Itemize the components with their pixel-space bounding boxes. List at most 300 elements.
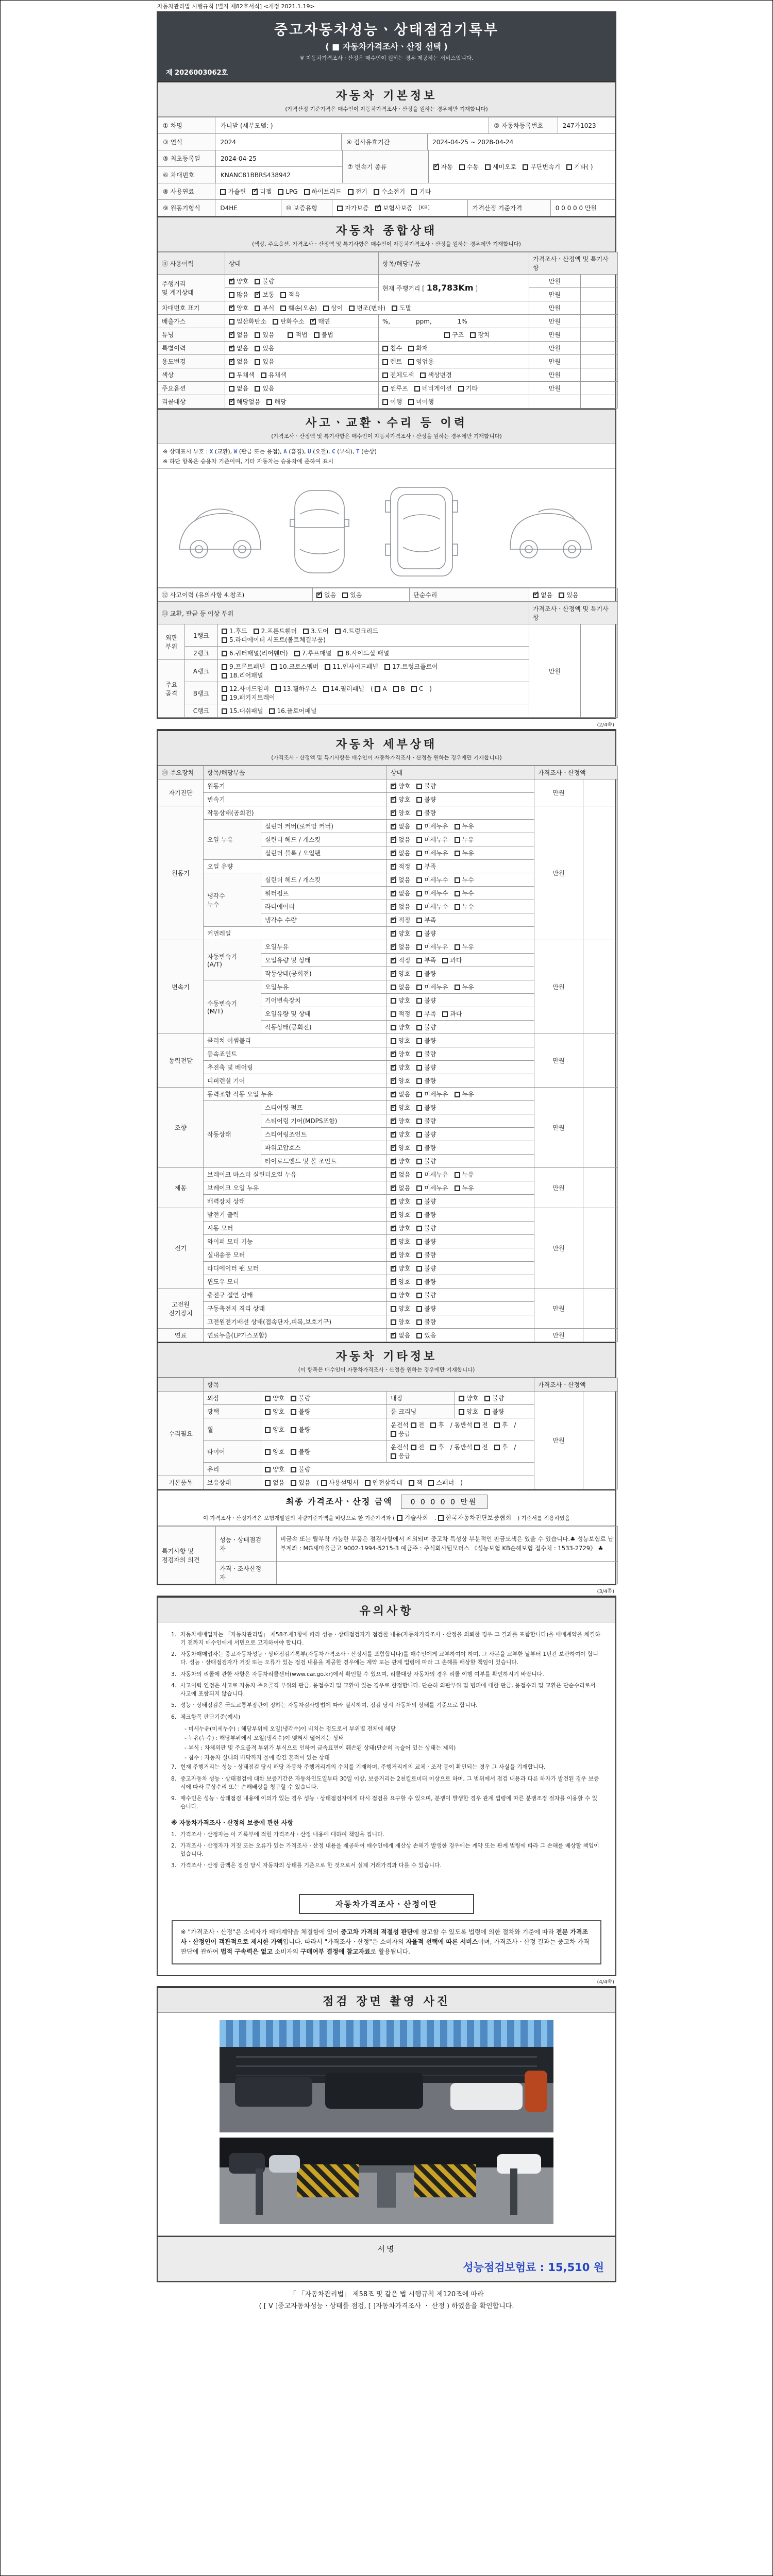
checkbox-icon[interactable] [455,837,460,843]
checkbox-option[interactable] [391,836,410,843]
checkbox-option[interactable] [391,863,410,870]
checkbox-icon[interactable] [442,1011,448,1017]
checkbox-icon[interactable] [391,1453,396,1459]
checkbox-icon[interactable] [416,904,422,910]
checkbox-option[interactable] [459,162,479,171]
checkbox-icon[interactable] [337,206,343,211]
checkbox-icon[interactable] [416,1105,422,1111]
checkbox-icon[interactable] [408,399,414,405]
checkbox-option[interactable] [255,304,274,312]
checkbox-icon[interactable] [416,1239,422,1245]
checkbox-option[interactable] [455,850,474,857]
checkbox-option[interactable] [391,1064,410,1071]
checkbox-option[interactable] [416,1332,436,1339]
checkbox-option[interactable] [391,1332,410,1339]
checkbox-option[interactable] [459,1395,478,1402]
checkbox-icon[interactable] [374,189,379,195]
checkbox-option[interactable] [416,943,448,951]
checkbox-icon[interactable] [455,1172,460,1178]
checkbox-icon[interactable] [416,1212,422,1218]
checkbox-option[interactable] [255,385,274,392]
checkbox-option[interactable] [416,957,436,964]
checkbox-option[interactable] [391,1225,410,1232]
checkbox-option[interactable] [229,291,248,298]
checkbox-option[interactable] [291,1479,310,1486]
checkbox-icon[interactable] [470,332,476,338]
checkbox-option[interactable] [391,796,410,803]
checkbox-icon[interactable] [416,1199,422,1205]
checkbox-option[interactable] [391,823,410,830]
checkbox-icon[interactable] [391,1266,396,1272]
checkbox-option[interactable] [455,876,474,884]
checkbox-icon[interactable] [455,891,460,896]
checkbox-option[interactable] [222,694,275,701]
checkbox-option[interactable] [416,1305,436,1312]
checkbox-option[interactable] [416,1225,436,1232]
checkbox-option[interactable] [229,278,248,285]
checkbox-option[interactable] [229,345,248,352]
checkbox-icon[interactable] [335,629,341,634]
checkbox-option[interactable] [416,1037,436,1044]
checkbox-option[interactable] [391,1024,410,1031]
checkbox-icon[interactable] [291,1449,296,1455]
checkbox-icon[interactable] [559,592,564,598]
checkbox-option[interactable] [275,685,316,692]
checkbox-icon[interactable] [255,306,260,311]
checkbox-option[interactable] [416,1117,436,1125]
checkbox-option[interactable] [416,1064,436,1071]
checkbox-option[interactable] [391,1077,410,1084]
checkbox-icon[interactable] [455,824,460,829]
checkbox-option[interactable] [304,187,342,196]
checkbox-icon[interactable] [408,359,414,365]
checkbox-icon[interactable] [265,1427,271,1433]
checkbox-option[interactable] [411,187,431,196]
checkbox-icon[interactable] [416,1052,422,1057]
checkbox-option[interactable] [222,707,263,715]
checkbox-option[interactable] [391,1278,410,1285]
checkbox-icon[interactable] [229,386,234,392]
checkbox-option[interactable] [323,304,343,312]
checkbox-icon[interactable] [222,708,227,714]
checkbox-option[interactable] [484,1395,504,1402]
checkbox-option[interactable] [416,970,436,977]
checkbox-option[interactable] [310,318,330,325]
checkbox-icon[interactable] [294,651,300,656]
checkbox-option[interactable] [416,1251,436,1259]
checkbox-option[interactable] [416,1010,436,1018]
checkbox-icon[interactable] [291,1396,296,1401]
checkbox-icon[interactable] [278,189,283,195]
checkbox-icon[interactable] [391,1078,396,1084]
checkbox-option[interactable] [255,345,274,352]
checkbox-option[interactable] [303,628,329,635]
checkbox-icon[interactable] [325,664,330,670]
checkbox-icon[interactable] [474,1422,480,1428]
checkbox-icon[interactable] [391,1145,396,1151]
checkbox-option[interactable] [428,1479,454,1486]
checkbox-option[interactable] [416,1278,436,1285]
checkbox-icon[interactable] [416,1065,422,1071]
checkbox-option[interactable] [229,358,248,365]
checkbox-option[interactable] [416,783,436,790]
checkbox-option[interactable] [408,345,428,352]
checkbox-icon[interactable] [430,1445,436,1450]
checkbox-icon[interactable] [229,306,234,311]
checkbox-option[interactable] [255,278,274,285]
checkbox-icon[interactable] [416,1172,422,1178]
checkbox-option[interactable] [229,398,260,405]
checkbox-icon[interactable] [391,837,396,843]
checkbox-icon[interactable] [455,904,460,910]
checkbox-option[interactable] [392,304,411,312]
checkbox-icon[interactable] [310,319,316,325]
checkbox-option[interactable] [229,385,248,392]
checkbox-icon[interactable] [316,592,322,598]
checkbox-icon[interactable] [411,1445,416,1450]
checkbox-icon[interactable] [391,1025,396,1030]
checkbox-icon[interactable] [416,891,422,896]
checkbox-option[interactable] [384,663,438,670]
checkbox-icon[interactable] [220,189,226,195]
checkbox-option[interactable] [416,1131,436,1138]
checkbox-option[interactable] [391,1050,410,1058]
checkbox-option[interactable] [391,997,410,1004]
checkbox-icon[interactable] [275,686,281,692]
checkbox-icon[interactable] [391,891,396,896]
checkbox-icon[interactable] [391,944,396,950]
checkbox-option[interactable] [375,685,386,692]
checkbox-option[interactable] [391,809,410,817]
checkbox-option[interactable] [416,1198,436,1205]
checkbox-option[interactable] [416,1158,436,1165]
checkbox-option[interactable] [430,1421,444,1429]
checkbox-option[interactable] [391,1211,410,1218]
checkbox-icon[interactable] [229,319,234,325]
checkbox-icon[interactable] [273,319,278,325]
checkbox-icon[interactable] [255,386,260,392]
checkbox-option[interactable] [474,1421,488,1429]
checkbox-option[interactable] [382,398,402,405]
checkbox-option[interactable] [485,162,516,171]
checkbox-icon[interactable] [391,1011,396,1017]
checkbox-icon[interactable] [391,1065,396,1071]
checkbox-option[interactable] [416,1091,448,1098]
checkbox-icon[interactable] [416,958,422,963]
checkbox-icon[interactable] [391,1052,396,1057]
checkbox-option[interactable] [430,1444,444,1451]
checkbox-icon[interactable] [382,346,388,351]
checkbox-icon[interactable] [391,784,396,789]
checkbox-option[interactable] [316,591,336,599]
checkbox-icon[interactable] [455,1092,460,1097]
checkbox-icon[interactable] [416,1038,422,1044]
checkbox-option[interactable] [265,1448,284,1455]
checkbox-icon[interactable] [391,824,396,829]
checkbox-icon[interactable] [391,1105,396,1111]
checkbox-icon[interactable] [392,306,397,311]
checkbox-icon[interactable] [391,1212,396,1218]
checkbox-option[interactable] [391,1117,410,1125]
checkbox-option[interactable] [391,1104,410,1111]
checkbox-icon[interactable] [382,372,388,378]
checkbox-option[interactable] [349,304,385,312]
checkbox-option[interactable] [391,1198,410,1205]
checkbox-option[interactable] [278,188,297,195]
checkbox-option[interactable] [416,1144,436,1151]
checkbox-icon[interactable] [255,279,260,284]
checkbox-option[interactable] [265,1479,284,1486]
checkbox-icon[interactable] [416,1293,422,1298]
checkbox-option[interactable] [559,591,578,599]
checkbox-icon[interactable] [428,1480,434,1486]
checkbox-icon[interactable] [416,1252,422,1258]
checkbox-option[interactable] [408,358,434,365]
checkbox-icon[interactable] [458,386,464,392]
checkbox-option[interactable] [416,1211,436,1218]
checkbox-icon[interactable] [391,1172,396,1178]
checkbox-icon[interactable] [382,386,388,392]
checkbox-icon[interactable] [494,1422,500,1428]
checkbox-icon[interactable] [365,1480,371,1486]
checkbox-option[interactable] [391,1131,410,1138]
checkbox-option[interactable] [382,358,402,365]
checkbox-option[interactable] [269,707,316,715]
checkbox-icon[interactable] [265,1396,271,1401]
checkbox-option[interactable] [484,1408,504,1415]
checkbox-option[interactable] [416,863,436,870]
checkbox-icon[interactable] [222,637,227,643]
checkbox-option[interactable] [374,187,405,196]
checkbox-option[interactable] [416,1184,448,1192]
checkbox-icon[interactable] [229,399,234,405]
checkbox-icon[interactable] [414,386,420,392]
checkbox-option[interactable] [416,823,448,830]
checkbox-option[interactable] [265,1408,284,1415]
checkbox-option[interactable] [265,1426,284,1433]
checkbox-option[interactable] [375,204,413,212]
checkbox-icon[interactable] [269,708,275,714]
checkbox-option[interactable] [409,1479,423,1486]
checkbox-option[interactable] [391,903,410,910]
checkbox-option[interactable] [416,1050,436,1058]
checkbox-option[interactable] [391,783,410,790]
checkbox-icon[interactable] [391,877,396,883]
checkbox-option[interactable] [222,650,288,657]
checkbox-icon[interactable] [271,664,277,670]
checkbox-option[interactable] [321,1479,359,1486]
checkbox-icon[interactable] [342,592,348,598]
checkbox-option[interactable] [265,1466,284,1473]
checkbox-icon[interactable] [391,1279,396,1285]
checkbox-option[interactable] [255,291,274,298]
checkbox-option[interactable] [420,371,451,379]
checkbox-option[interactable] [391,970,410,977]
checkbox-icon[interactable] [391,971,396,977]
checkbox-icon[interactable] [416,1145,422,1151]
checkbox-icon[interactable] [416,1306,422,1312]
checkbox-icon[interactable] [261,372,266,378]
checkbox-option[interactable] [566,162,593,171]
checkbox-option[interactable] [455,1091,474,1098]
checkbox-icon[interactable] [416,1333,422,1338]
checkbox-icon[interactable] [455,851,460,856]
checkbox-icon[interactable] [459,164,465,170]
checkbox-icon[interactable] [303,629,309,634]
checkbox-icon[interactable] [265,1467,271,1472]
checkbox-option[interactable] [416,796,436,803]
checkbox-option[interactable] [335,628,378,635]
checkbox-icon[interactable] [416,877,422,883]
checkbox-icon[interactable] [265,1409,271,1415]
checkbox-icon[interactable] [416,1185,422,1191]
checkbox-icon[interactable] [474,1445,480,1450]
checkbox-option[interactable] [291,1408,310,1415]
checkbox-icon[interactable] [459,1409,464,1415]
checkbox-option[interactable] [294,650,332,657]
checkbox-option[interactable] [291,1448,310,1455]
checkbox-icon[interactable] [416,1092,422,1097]
checkbox-icon[interactable] [323,686,329,692]
checkbox-icon[interactable] [416,931,422,937]
checkbox-icon[interactable] [416,1159,422,1164]
checkbox-option[interactable] [391,890,410,897]
checkbox-icon[interactable] [288,332,293,338]
checkbox-option[interactable] [382,385,408,392]
checkbox-icon[interactable] [566,164,572,170]
checkbox-option[interactable] [222,663,265,670]
checkbox-option[interactable] [442,957,462,964]
checkbox-option[interactable] [416,1024,436,1031]
checkbox-icon[interactable] [252,189,258,195]
checkbox-icon[interactable] [411,189,417,195]
checkbox-icon[interactable] [291,1480,296,1486]
checkbox-icon[interactable] [416,851,422,856]
checkbox-option[interactable] [494,1421,508,1429]
checkbox-icon[interactable] [391,810,396,816]
checkbox-icon[interactable] [229,332,234,338]
checkbox-icon[interactable] [222,651,227,656]
checkbox-icon[interactable] [416,810,422,816]
checkbox-option[interactable] [348,187,367,196]
checkbox-option[interactable] [255,331,274,338]
checkbox-option[interactable] [280,291,300,298]
checkbox-icon[interactable] [349,306,355,311]
checkbox-icon[interactable] [255,332,260,338]
checkbox-option[interactable] [391,1037,410,1044]
checkbox-option[interactable] [391,1238,410,1245]
checkbox-icon[interactable] [291,1427,296,1433]
checkbox-icon[interactable] [391,1092,396,1097]
checkbox-icon[interactable] [229,292,234,298]
checkbox-option[interactable] [416,984,448,991]
checkbox-icon[interactable] [444,332,450,338]
checkbox-icon[interactable] [409,1480,414,1486]
checkbox-icon[interactable] [416,944,422,950]
checkbox-icon[interactable] [382,399,388,405]
checkbox-option[interactable] [255,358,274,365]
checkbox-option[interactable] [416,836,448,843]
checkbox-option[interactable] [442,1010,462,1018]
checkbox-option[interactable] [416,876,448,884]
checkbox-icon[interactable] [391,1306,396,1312]
checkbox-icon[interactable] [484,1396,490,1401]
checkbox-option[interactable] [252,187,272,196]
checkbox-icon[interactable] [314,332,320,338]
checkbox-icon[interactable] [397,1515,402,1521]
checkbox-icon[interactable] [280,306,286,311]
checkbox-option[interactable] [342,591,362,599]
checkbox-option[interactable] [416,850,448,857]
checkbox-icon[interactable] [255,346,260,351]
checkbox-icon[interactable] [222,664,227,670]
checkbox-option[interactable] [222,636,326,643]
checkbox-option[interactable] [229,304,248,312]
checkbox-icon[interactable] [416,1319,422,1325]
checkbox-icon[interactable] [304,189,310,195]
checkbox-icon[interactable] [391,1226,396,1231]
checkbox-icon[interactable] [255,292,260,298]
checkbox-icon[interactable] [229,279,234,284]
checkbox-icon[interactable] [266,399,272,405]
checkbox-icon[interactable] [416,1011,422,1017]
checkbox-icon[interactable] [416,784,422,789]
checkbox-icon[interactable] [265,1449,271,1455]
checkbox-option[interactable] [416,997,436,1004]
checkbox-option[interactable] [291,1426,310,1433]
checkbox-option[interactable] [229,318,266,325]
checkbox-option[interactable] [222,672,263,679]
checkbox-icon[interactable] [455,985,460,990]
checkbox-icon[interactable] [391,1185,396,1191]
checkbox-option[interactable] [391,957,410,964]
checkbox-icon[interactable] [229,372,234,378]
checkbox-option[interactable] [291,1395,310,1402]
checkbox-option[interactable] [393,685,405,692]
checkbox-icon[interactable] [416,824,422,829]
checkbox-icon[interactable] [484,1409,490,1415]
checkbox-option[interactable] [220,187,246,196]
checkbox-icon[interactable] [455,1185,460,1191]
checkbox-icon[interactable] [523,164,528,170]
checkbox-option[interactable] [288,331,307,338]
checkbox-icon[interactable] [391,904,396,910]
checkbox-option[interactable] [411,685,423,692]
checkbox-icon[interactable] [430,1422,436,1428]
checkbox-icon[interactable] [338,651,343,656]
checkbox-option[interactable] [391,930,410,937]
checkbox-option[interactable] [458,385,478,392]
checkbox-icon[interactable] [416,1132,422,1138]
checkbox-option[interactable] [323,685,364,692]
checkbox-option[interactable] [391,1318,410,1326]
checkbox-option[interactable] [365,1479,402,1486]
checkbox-option[interactable] [391,943,410,951]
checkbox-option[interactable] [254,628,297,635]
checkbox-option[interactable] [414,385,452,392]
checkbox-icon[interactable] [222,629,227,634]
checkbox-icon[interactable] [384,664,390,670]
checkbox-option[interactable] [455,943,474,951]
checkbox-option[interactable] [382,345,402,352]
checkbox-icon[interactable] [391,1239,396,1245]
checkbox-icon[interactable] [416,918,422,923]
checkbox-option[interactable] [416,1318,436,1326]
checkbox-option[interactable] [391,1171,410,1178]
checkbox-option[interactable] [433,162,453,171]
checkbox-option[interactable] [222,628,247,635]
checkbox-option[interactable] [408,398,434,405]
